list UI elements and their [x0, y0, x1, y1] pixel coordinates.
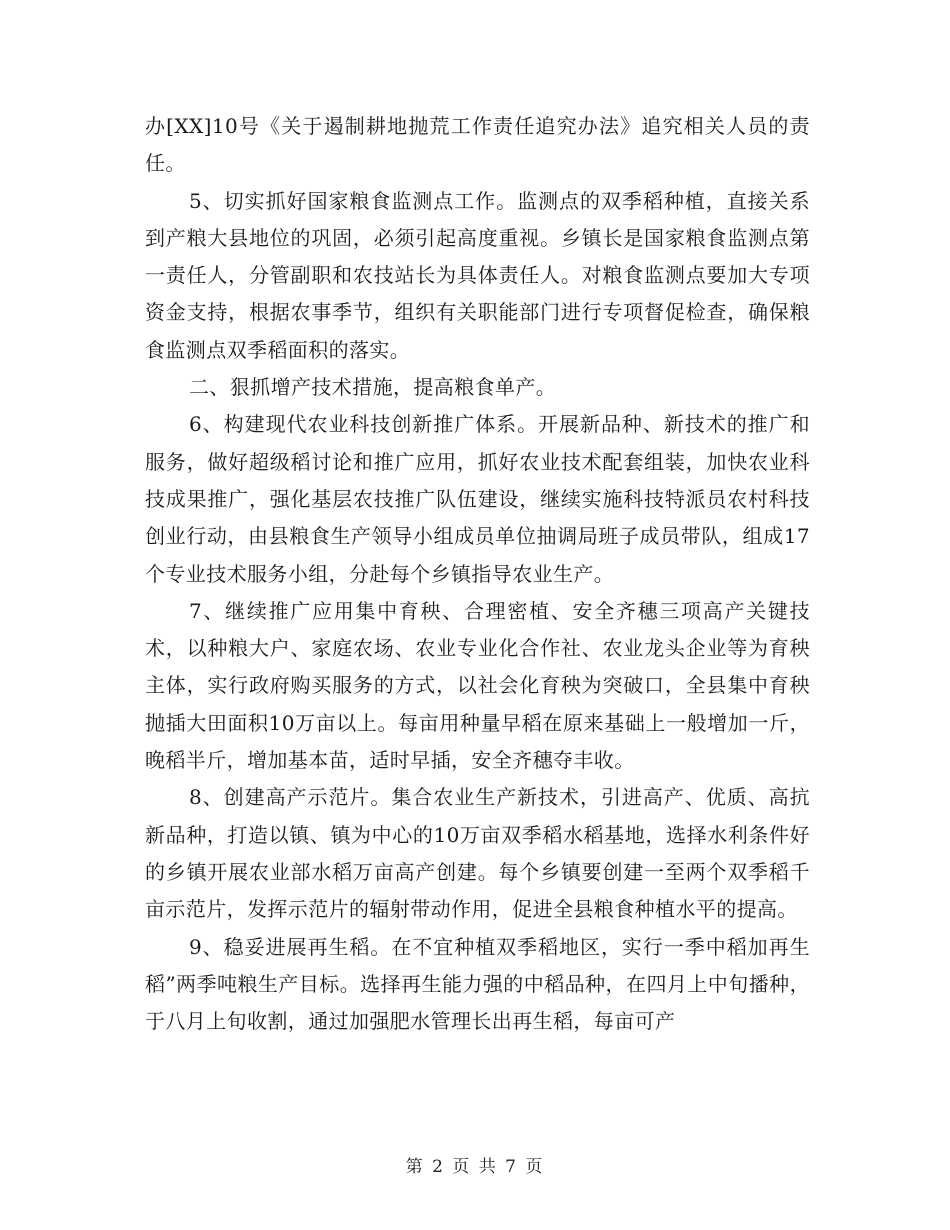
paragraph-item-6: 6、构建现代农业科技创新推广体系。开展新品种、新技术的推广和服务，做好超级稻讨论和推广应用，抓好农业技术配套组装，加快农业科技成果推广，强化基层农技推广队伍建设，继续实施科技特派员农村科技创业行动，由县粮食生产领导小组成员单位抽调局班子成员带队，组成17个专业技术服务小组，分赴每个乡镇指导农业生产。: [145, 412, 810, 586]
document-body: [145, 108, 810, 1040]
paragraph-continuation: 办[XX]10号《关于遏制耕地抛荒工作责任追究办法》追究相关人员的责任。: [145, 114, 810, 176]
paragraph-item-7: 7、继续推广应用集中育秧、合理密植、安全齐穗三项高产关键技术，以种粮大户、家庭农场、农业专业化合作社、农业龙头企业等为育秧主体，实行政府购买服务的方式，以社会化育秧为突破口，全县集中育秧抛插大田面积10万亩以上。每亩用种量早稻在原来基础上一般增加一斤，晚稻半斤，增加基本苗，适时早插，安全齐穗夺丰收。: [145, 598, 810, 773]
paragraph-item-9: 9、稳妥进展再生稻。在不宜种植双季稻地区，实行一季中稻加再生稻”两季吨粮生产目标。选择再生能力强的中稻品种，在四月上中旬播种，于八月上旬收割，通过加强肥水管理长出再生稻，每亩可产: [145, 934, 810, 1034]
paragraph-item-8: 8、创建高产示范片。集合农业生产新技术，引进高产、优质、高抗新品种，打造以镇、镇为中心的10万亩双季稻水稻基地，选择水利条件好的乡镇开展农业部水稻万亩高产创建。每个乡镇要创建一至两个双季稻千亩示范片，发挥示范片的辐射带动作用，促进全县粮食种植水平的提高。: [145, 785, 810, 922]
section-heading-2: 二、狠抓增产技术措施，提高粮食单产。: [189, 375, 557, 400]
page-footer: 第 2 页 共 7 页: [405, 1157, 545, 1177]
paragraph-item-5: 5、切实抓好国家粮食监测点工作。监测点的双季稻种植，直接关系到产粮大县地位的巩固，必须引起高度重视。乡镇长是国家粮食监测点第一责任人，分管副职和农技站长为具体责任人。对粮食监测点要加大专项资金支持，根据农事季节，组织有关职能部门进行专项督促检查，确保粮食监测点双季稻面积的落实。: [145, 188, 810, 362]
